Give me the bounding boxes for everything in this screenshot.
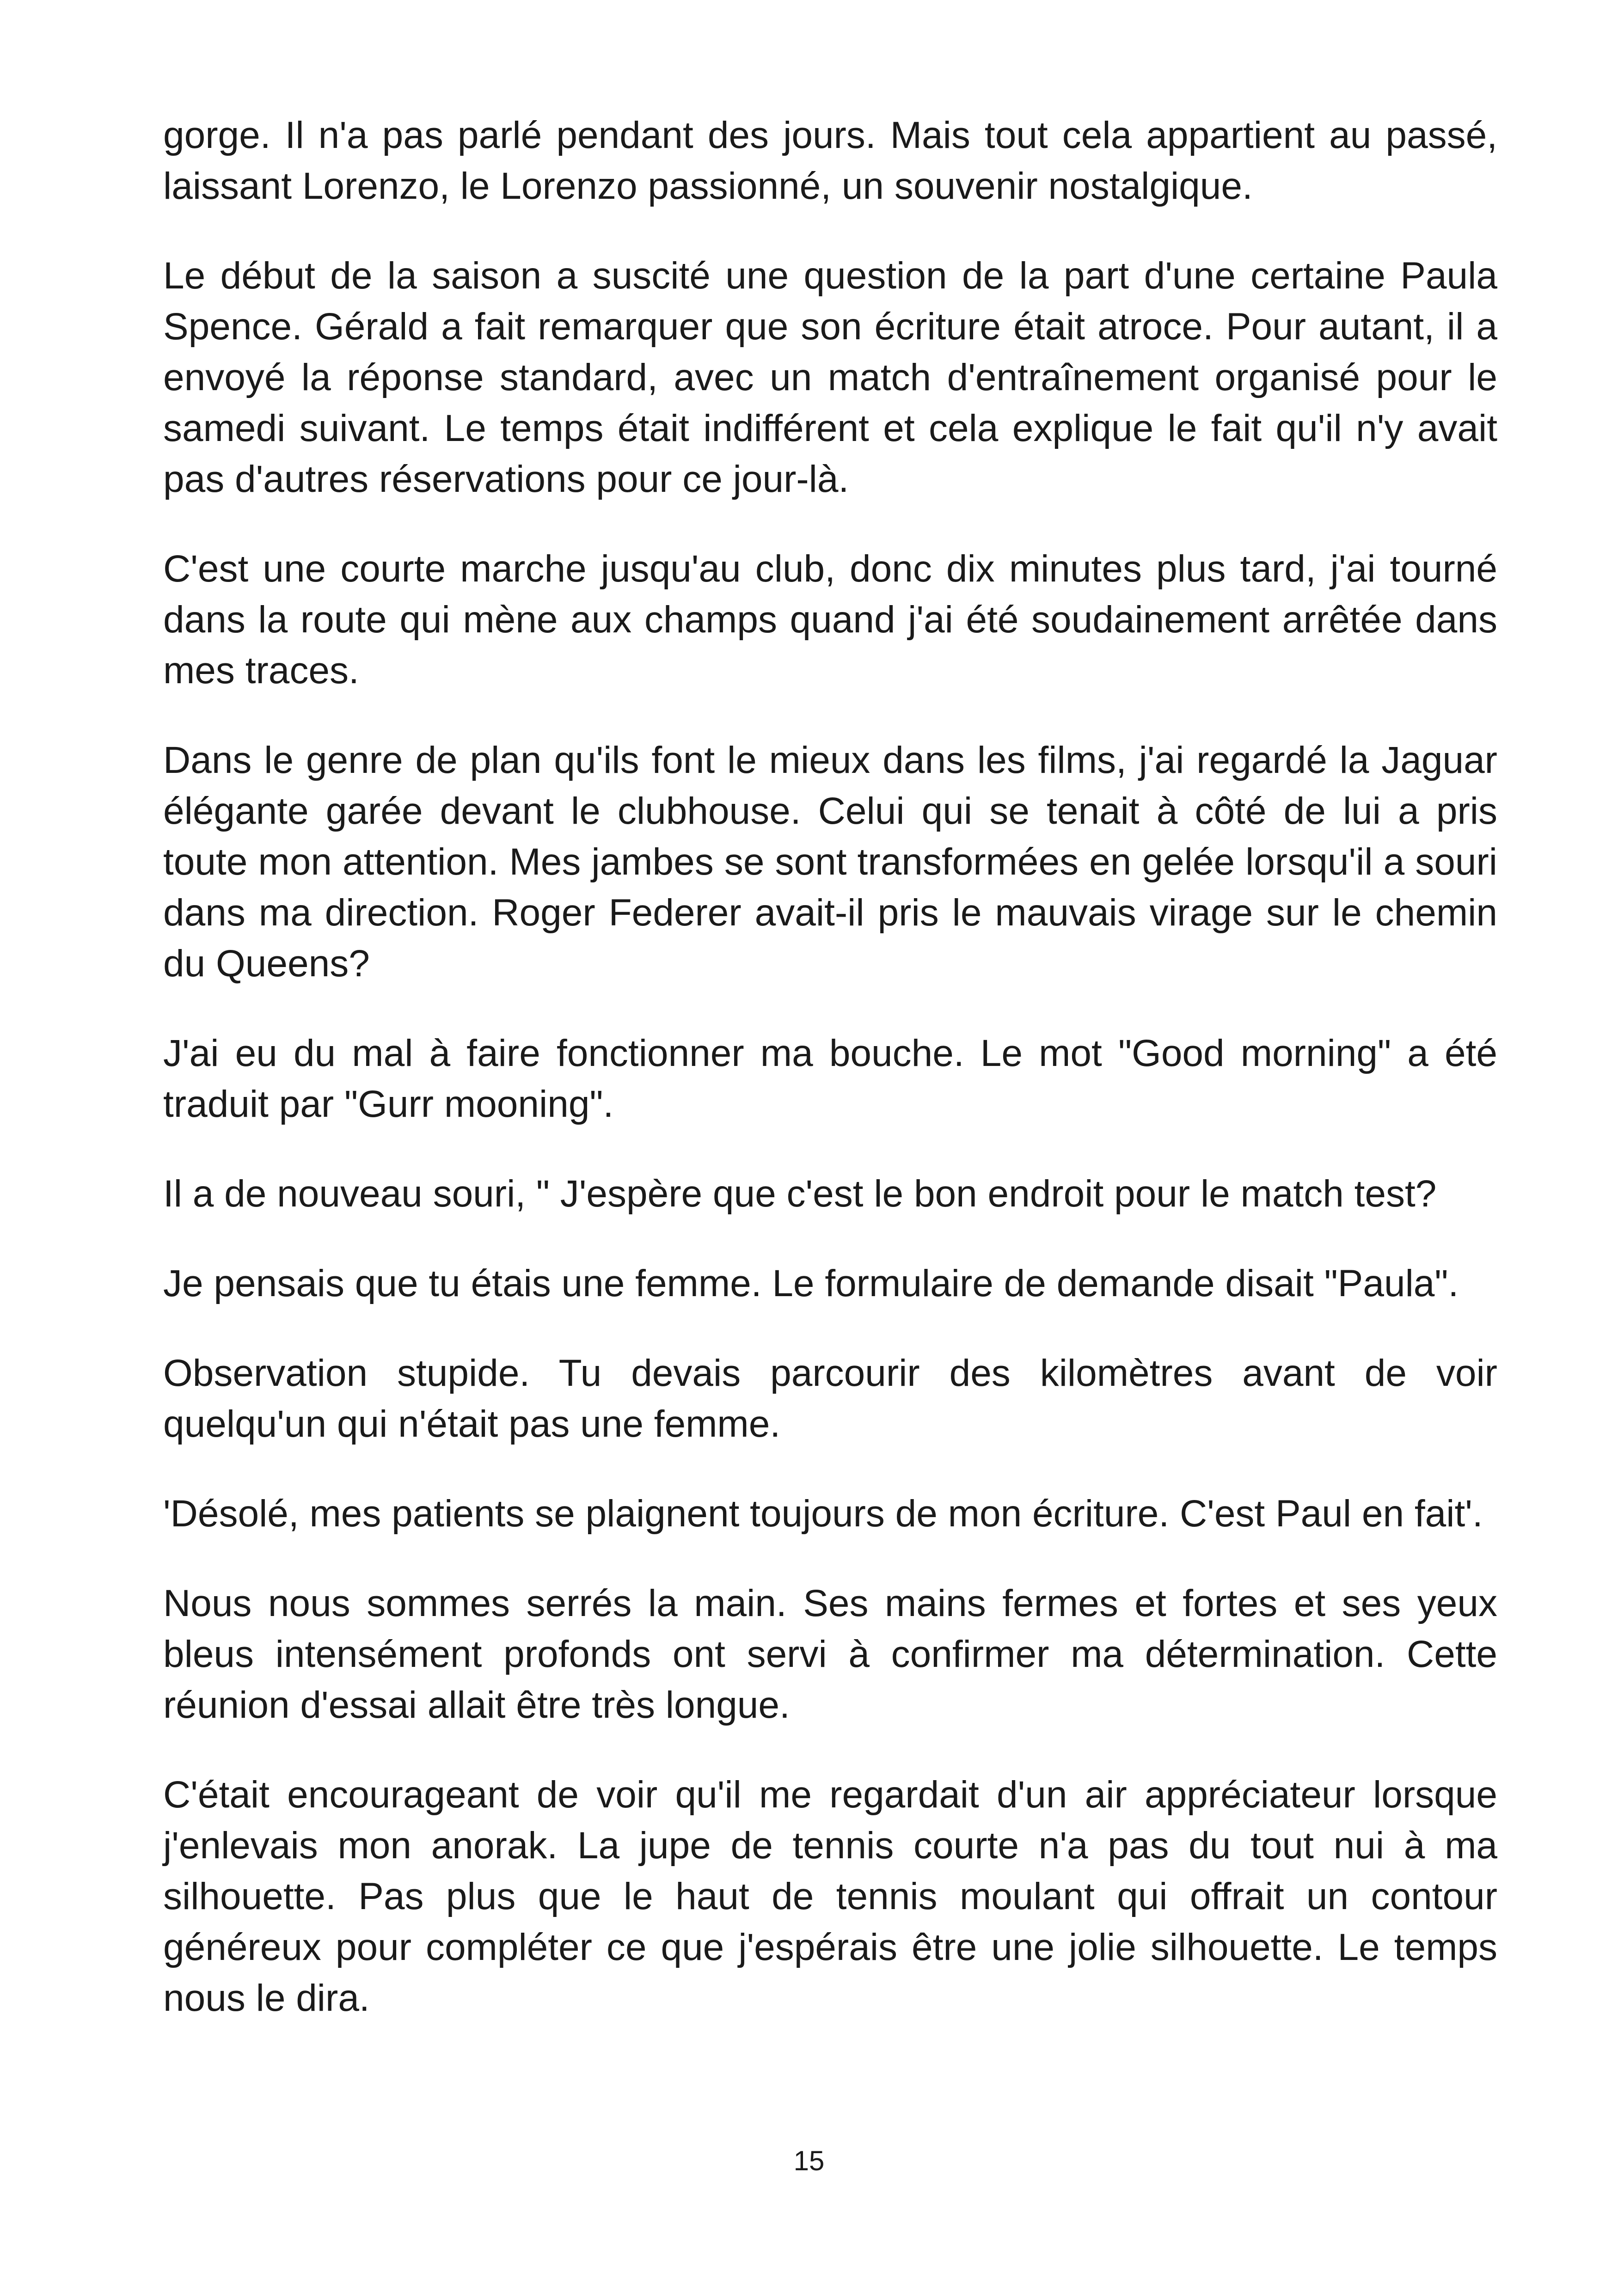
- paragraph: J'ai eu du mal à faire fonctionner ma bouche. Le mot "Good morning" a été traduit par "Gurr mooning".: [163, 1032, 1497, 1125]
- paragraph: 'Désolé, mes patients se plaignent toujours de mon écriture. C'est Paul en fait'.: [163, 1493, 1483, 1535]
- paragraph: gorge. Il n'a pas parlé pendant des jours. Mais tout cela appartient au passé, laissant Lorenzo, le Lorenzo passionné, un souvenir nostalgique.: [163, 114, 1497, 207]
- paragraph: C'est une courte marche jusqu'au club, donc dix minutes plus tard, j'ai tourné dans la route qui mène aux champs quand j'ai été soudainement arrêtée dans mes traces.: [163, 548, 1497, 692]
- body-text: [163, 110, 1497, 2063]
- paragraph: Il a de nouveau souri, " J'espère que c'est le bon endroit pour le match test?: [163, 1173, 1437, 1215]
- page-number: 15: [793, 2145, 825, 2176]
- paragraph: Le début de la saison a suscité une question de la part d'une certaine Paula Spence. Gérald a fait remarquer que son écriture était atroce. Pour autant, il a envoyé la réponse standard, avec un match d'entraînement organisé pour le samedi suivant. Le temps était indifférent et cela explique le fait qu'il n'y avait pas d'autres réservations pour ce jour-là.: [163, 255, 1497, 500]
- paragraph: Dans le genre de plan qu'ils font le mieux dans les films, j'ai regardé la Jaguar élégante garée devant le clubhouse. Celui qui se tenait à côté de lui a pris toute mon attention. Mes jambes se sont transformées en gelée lorsqu'il a souri dans ma direction. Roger Federer avait-il pris le mauvais virage sur le chemin du Queens?: [163, 739, 1497, 985]
- paragraph: Nous nous sommes serrés la main. Ses mains fermes et fortes et ses yeux bleus intensément profonds ont servi à confirmer ma détermination. Cette réunion d'essai allait être très longue.: [163, 1582, 1497, 1726]
- paragraph: Observation stupide. Tu devais parcourir des kilomètres avant de voir quelqu'un qui n'était pas une femme.: [163, 1352, 1497, 1445]
- paragraph: Je pensais que tu étais une femme. Le formulaire de demande disait "Paula".: [163, 1262, 1459, 1304]
- paragraph: C'était encourageant de voir qu'il me regardait d'un air appréciateur lorsque j'enlevais mon anorak. La jupe de tennis courte n'a pas du tout nui à ma silhouette. Pas plus que le haut de tennis moulant qui offrait un contour généreux pour compléter ce que j'espérais être une jolie silhouette. Le temps nous le dira.: [163, 1774, 1497, 2019]
